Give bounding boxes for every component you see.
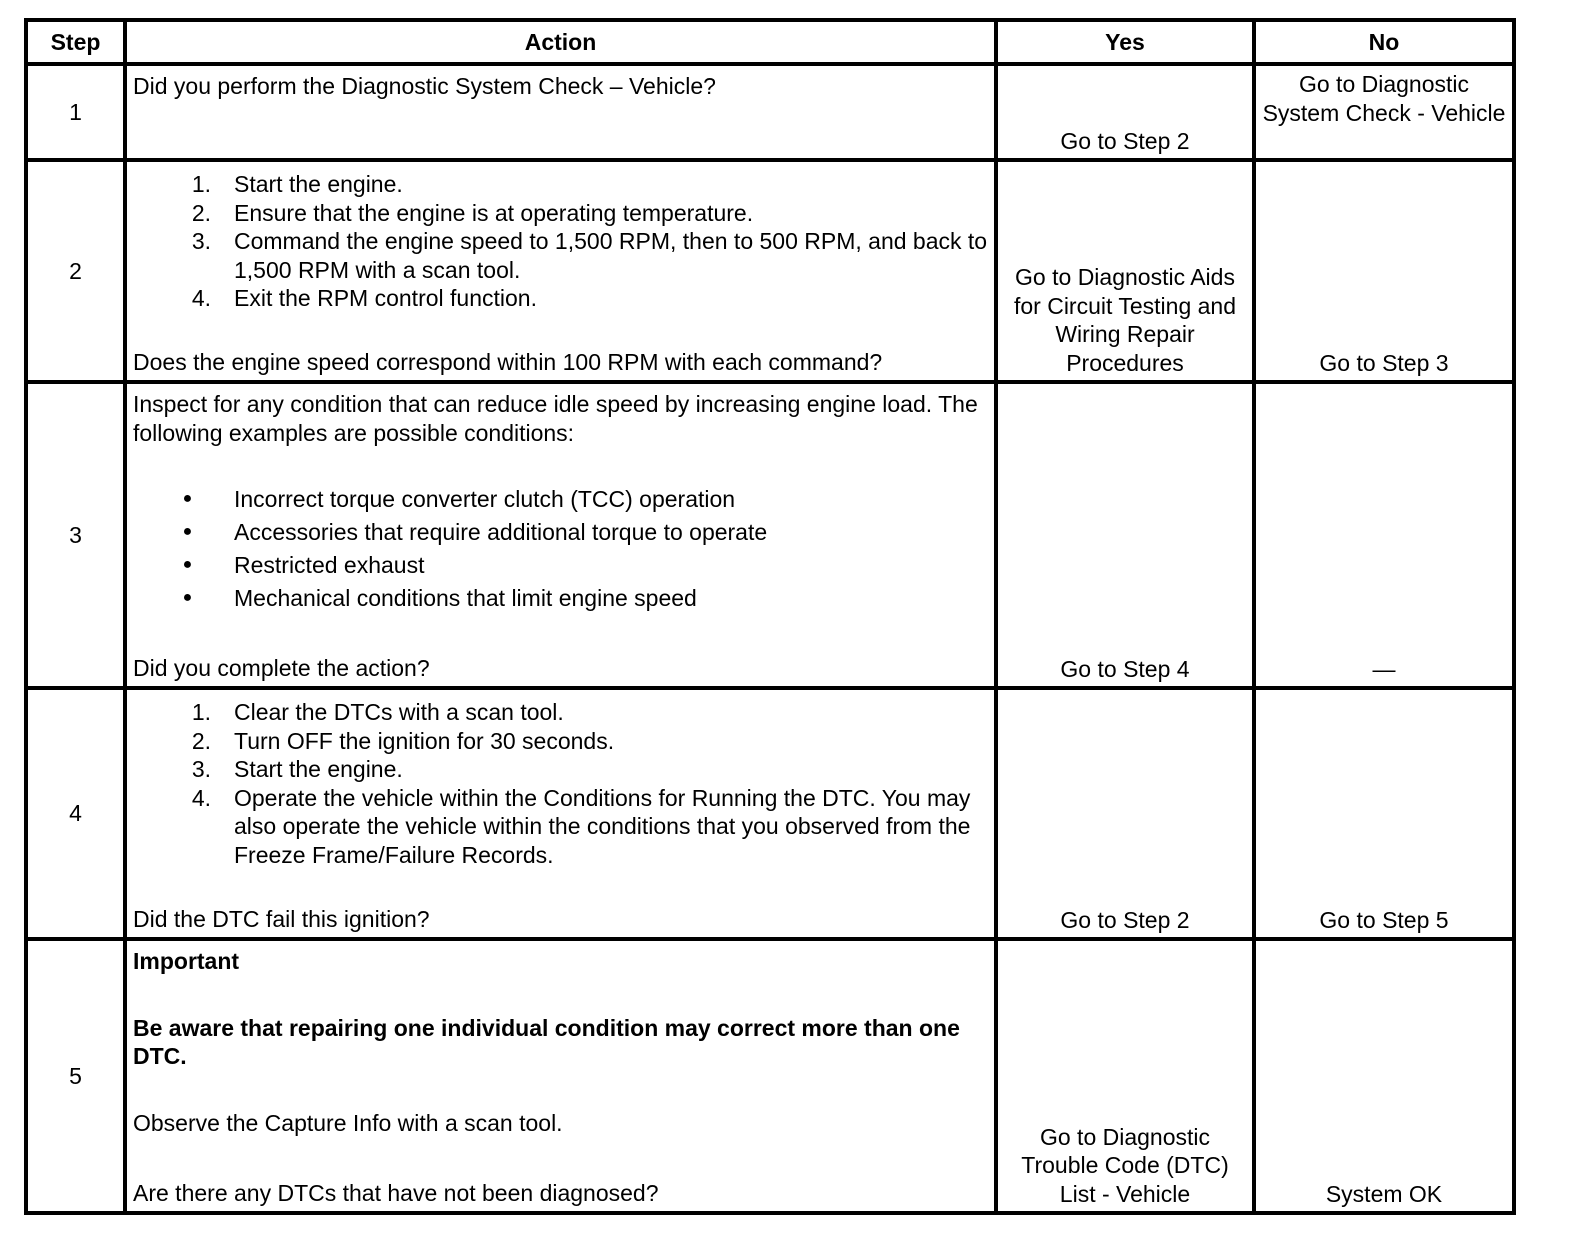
- list-text: Mechanical conditions that limit engine speed: [234, 585, 697, 611]
- list-text: Command the engine speed to 1,500 RPM, then to 500 RPM, and back to 1,500 RPM with a scan tool.: [234, 228, 988, 283]
- step-number: 4: [26, 688, 125, 939]
- no-result: System OK: [1254, 939, 1514, 1213]
- no-result-text: Go to Diagnostic System Check - Vehicle: [1262, 71, 1506, 126]
- question-text: Did the DTC fail this ignition?: [133, 905, 430, 932]
- list-number: 2.: [191, 199, 211, 226]
- list-text: Exit the RPM control function.: [234, 285, 537, 311]
- bullet-icon: ●: [182, 589, 193, 606]
- list-item: [133, 551, 988, 584]
- table-row: [26, 939, 1514, 1213]
- header-action: Action: [125, 20, 996, 64]
- action-cell: [125, 64, 996, 160]
- list-number: 4.: [191, 784, 211, 811]
- table-row: [26, 64, 1514, 160]
- list-item: [133, 199, 988, 228]
- list-text: Operate the vehicle within the Conditions for Running the DTC. You may also operate the vehicle within the conditions that you observed from the Freeze Frame/Failure Records.: [234, 784, 971, 868]
- table-row: [26, 160, 1514, 382]
- list-item: [133, 284, 988, 313]
- important-text: Be aware that repairing one individual condition may correct more than one DTC.: [133, 1014, 960, 1069]
- list-item: [133, 584, 988, 617]
- action-cell: [125, 160, 996, 382]
- yes-result: Go to Diagnostic Trouble Code (DTC) List - Vehicle: [996, 939, 1254, 1213]
- list-text: Accessories that require additional torque to operate: [234, 519, 768, 545]
- action-cell: [125, 382, 996, 688]
- list-number: 1.: [191, 699, 211, 725]
- yes-result: Go to Step 2: [996, 688, 1254, 939]
- list-item: [133, 485, 988, 518]
- list-number: 1.: [191, 171, 211, 197]
- question-text: Are there any DTCs that have not been diagnosed?: [133, 1179, 659, 1206]
- question-text: Did you complete the action?: [133, 654, 430, 681]
- numbered-list: [133, 698, 988, 869]
- step-number: 1: [26, 64, 125, 160]
- list-text: Restricted exhaust: [234, 552, 425, 578]
- bullet-list: [133, 485, 988, 617]
- header-no: No: [1254, 20, 1514, 64]
- header-step: Step: [26, 20, 125, 64]
- step-number: 3: [26, 382, 125, 688]
- table-row: [26, 688, 1514, 939]
- question-text: Does the engine speed correspond within 100 RPM with each command?: [133, 348, 883, 375]
- action-cell: [125, 939, 996, 1213]
- yes-result: Go to Step 2: [996, 64, 1254, 160]
- no-result: —: [1254, 382, 1514, 688]
- list-item: [133, 727, 988, 756]
- numbered-list: [133, 170, 988, 313]
- question-text: Did you perform the Diagnostic System Check – Vehicle?: [133, 73, 716, 99]
- list-item: [133, 170, 988, 199]
- bullet-icon: ●: [182, 523, 193, 540]
- bullet-icon: ●: [182, 490, 193, 507]
- yes-result: Go to Diagnostic Aids for Circuit Testing and Wiring Repair Procedures: [996, 160, 1254, 382]
- list-item: [133, 698, 988, 727]
- intro-text: Inspect for any condition that can reduce idle speed by increasing engine load. The following examples are possible conditions:: [133, 391, 978, 446]
- list-text: Start the engine.: [234, 756, 403, 782]
- yes-result: Go to Step 4: [996, 382, 1254, 688]
- list-item: [133, 518, 988, 551]
- important-title: Important: [133, 948, 240, 974]
- action-cell: [125, 688, 996, 939]
- no-result: Go to Step 3: [1254, 160, 1514, 382]
- table-row: [26, 382, 1514, 688]
- list-number: 3.: [191, 756, 211, 782]
- list-text: Incorrect torque converter clutch (TCC) operation: [234, 486, 736, 512]
- no-result: Go to Step 5: [1254, 688, 1514, 939]
- header-row: [26, 20, 1514, 64]
- list-item: [133, 755, 988, 784]
- no-result: [1254, 64, 1514, 160]
- instruction-text: Observe the Capture Info with a scan tool.: [133, 1109, 563, 1136]
- list-text: Turn OFF the ignition for 30 seconds.: [234, 727, 615, 754]
- list-number: 4.: [191, 285, 211, 311]
- list-text: Ensure that the engine is at operating temperature.: [234, 199, 754, 226]
- list-text: Start the engine.: [234, 171, 403, 197]
- list-item: [133, 784, 988, 870]
- header-yes: Yes: [996, 20, 1254, 64]
- step-number: 2: [26, 160, 125, 382]
- list-text: Clear the DTCs with a scan tool.: [234, 699, 564, 725]
- list-number: 2.: [191, 727, 211, 754]
- bullet-icon: ●: [182, 556, 193, 573]
- step-number: 5: [26, 939, 125, 1213]
- list-number: 3.: [191, 228, 211, 254]
- list-item: [133, 227, 988, 284]
- diagnostic-table: [24, 18, 1516, 1215]
